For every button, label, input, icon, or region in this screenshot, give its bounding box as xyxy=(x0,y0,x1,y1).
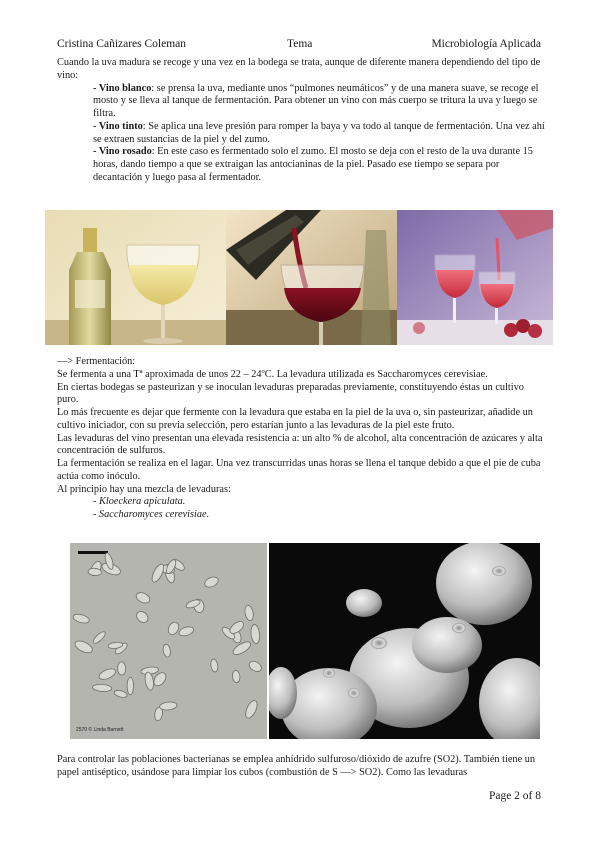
wine-label: - Vino rosado xyxy=(93,146,152,158)
wine-label: - Vino blanco xyxy=(93,82,152,94)
yeast-micrograph-light xyxy=(70,543,267,739)
fermentation-paragraph: Las levaduras del vino presentan una elevada resistencia a: un alto % de alcohol, alta concentración de azúcares y alta concentración de sulfuros. xyxy=(57,432,543,457)
red-wine-photo xyxy=(226,210,397,345)
wine-description: : En este caso es fermentado solo el zumo. El mosto se deja con el resto de la uva durante 15 horas, dando tiempo a que se extraigan las antocianinas de la piel. Pasado ese tiempo se separa por decantación y luego pasa al fermentador. xyxy=(93,146,533,183)
fermentation-paragraph: En ciertas bodegas se pasteurizan y se inoculan levaduras preparadas previamente, constituyendo éstas un cultivo puro. xyxy=(57,381,524,406)
fermentation-paragraph: La fermentación se realiza en el lagar. Una vez transcurridas unas horas se llena el tanque debido a que el pie de cuba actúa como inóculo. xyxy=(57,458,541,482)
yeast-cell xyxy=(127,677,133,694)
image-credit: 2570 © Linda Barnett xyxy=(76,727,124,733)
wine-description: : se prensa la uva, mediante unos “pulmones neumáticos” y de una manera suave, se recoge el mosto y se lleva al tanque de fermentación. Para obtener un vino con más cuerpo se tritura la uva y luego se filtra. xyxy=(93,82,539,119)
wine-item-rose xyxy=(57,146,547,184)
closing-section xyxy=(57,754,547,780)
yeast-item: - Saccharomyces cerevisiae. xyxy=(93,509,210,520)
rose-wine-photo xyxy=(397,210,553,345)
white-wine-photo xyxy=(45,210,226,345)
page-number: Page 2 of 8 xyxy=(488,790,541,802)
yeast-item: - Kloeckera apiculata. xyxy=(93,496,186,508)
closing-paragraph: Para controlar las poblaciones bacterianas se emplea anhídrido sulfuroso/dióxido de azufre (SO2). También tiene un papel antiséptico, usándose para limpiar los cubos (combustión de S —> SO2). Como las levaduras xyxy=(57,754,536,778)
wine-item-red xyxy=(57,121,547,147)
header-subject: Microbiología Aplicada xyxy=(431,38,541,50)
intro-section xyxy=(57,57,547,185)
yeast-micrograph-sem xyxy=(269,543,540,739)
wine-label: - Vino tinto xyxy=(93,120,143,132)
fermentation-paragraph: Al principio hay una mezcla de levaduras: xyxy=(57,483,231,495)
fermentation-section xyxy=(57,356,547,522)
fermentation-paragraph: Lo más frecuente es dejar que fermente con la levadura que estaba en la piel de la uva o, sin pasteurizar, añadide un cultivo iniciador, con su previa selección, pero estarían junto a las levaduras de la piel este fruto. xyxy=(57,407,533,431)
fermentation-paragraph: Se fermenta a una Tª aproximada de unos 22 – 24ºC. La levadura utilizada es Saccharomyces cerevisiae. xyxy=(57,368,488,380)
wine-item-white xyxy=(57,83,547,121)
header-author: Cristina Cañizares Coleman xyxy=(57,38,187,50)
header-title: Tema xyxy=(287,38,313,50)
intro-paragraph: Cuando la uva madura se recoge y una vez en la bodega se trata, aunque de diferente manera dependiendo del tipo de vino: xyxy=(57,57,541,81)
wine-description: : Se aplica una leve presión para romper la baya y va todo al tanque de fermentación. Una vez ahí se extraen sustancias de la piel y del zumo. xyxy=(93,120,545,145)
section-heading: —> Fermentación: xyxy=(57,356,136,367)
yeast-cell xyxy=(117,662,126,675)
